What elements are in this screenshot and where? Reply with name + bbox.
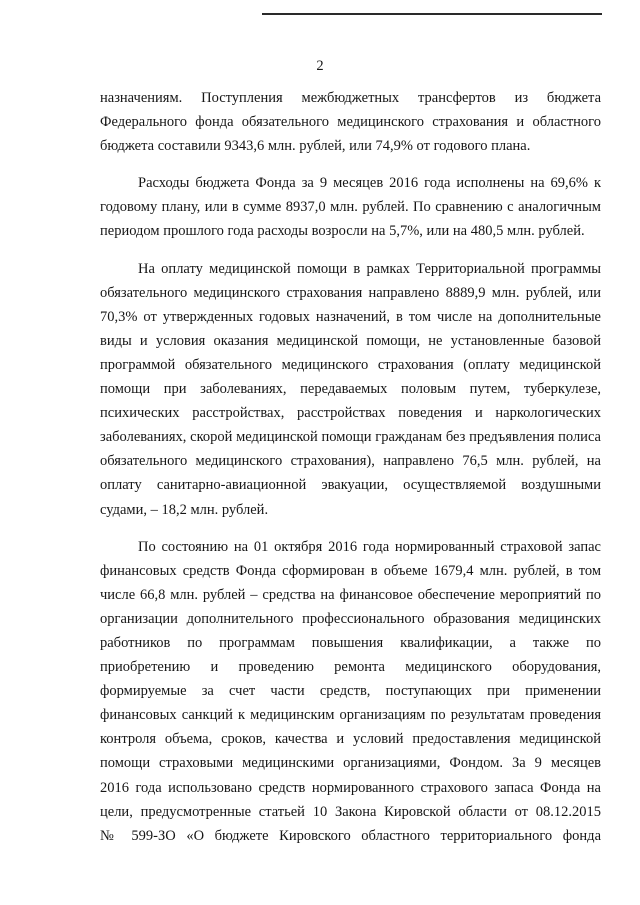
text-line: заболеваниях, скорой медицинской помощи гражданам без предъявления полиса (100, 429, 601, 446)
text-line: цели, предусмотренные статьей 10 Закона Кировской области от 08.12.2015 (100, 803, 601, 820)
text-line: финансовых санкций к медицинским организациям по результатам проведения (100, 707, 601, 724)
text-line: числе 66,8 млн. рублей – средства на финансовое обеспечение мероприятий по (100, 586, 601, 603)
text-line: периодом прошлого года расходы возросли на 5,7%, или на 480,5 млн. рублей. (100, 223, 585, 240)
paragraph (100, 257, 601, 522)
text-line: обязательного медицинского страхования направлено 8889,9 млн. рублей, или (100, 284, 601, 301)
text-line: 2016 года использовано средств нормированного страхового запаса Фонда на (100, 779, 601, 796)
text-line: приобретению и проведению ремонта медицинского оборудования, (100, 659, 601, 676)
text-line: виды и условия оказания медицинской помощи, не установленные базовой (100, 332, 601, 349)
text-line: помощи при заболеваниях, передаваемых половым путем, туберкулезе, (100, 381, 601, 398)
paragraph (100, 171, 601, 243)
text-line: помощи страховыми медицинскими организациями, Фондом. За 9 месяцев (100, 755, 601, 772)
text-line: формируемые за счет части средств, поступающих при применении (100, 683, 601, 700)
page-number: 2 (316, 58, 324, 74)
text-line: обязательного медицинского страхования), направлено 76,5 млн. рублей, на (100, 453, 601, 470)
document-body (100, 86, 601, 848)
text-line: На оплату медицинской помощи в рамках Территориальной программы (138, 260, 601, 277)
text-line: По состоянию на 01 октября 2016 года нормированный страховой запас (138, 538, 601, 555)
text-line: 70,3% от утвержденных годовых назначений, в том числе на дополнительные (100, 308, 601, 325)
text-line: программой обязательного медицинского страхования (оплату медицинской (100, 356, 601, 373)
header-rule (262, 13, 602, 15)
text-line: судами, – 18,2 млн. рублей. (100, 501, 269, 518)
text-line: психических расстройствах, расстройствах поведения и наркологических (100, 405, 601, 422)
text-line: годовому плану, или в сумме 8937,0 млн. рублей. По сравнению с аналогичным (100, 199, 601, 216)
text-line: назначениям. Поступления межбюджетных трансфертов из бюджета (100, 90, 601, 106)
text-line: Расходы бюджета Фонда за 9 месяцев 2016 года исполнены на 69,6% к (138, 175, 601, 192)
text-line: финансовых средств Фонда сформирован в объеме 1679,4 млн. рублей, в том (100, 562, 601, 579)
text-line: Федерального фонда обязательного медицинского страхования и областного (100, 114, 601, 131)
text-line: работников по программам повышения квалификации, а также по (100, 634, 601, 651)
paragraph (100, 535, 601, 848)
text-line: организации дополнительного профессионального образования медицинских (100, 610, 601, 627)
text-line: оплату санитарно-авиационной эвакуации, осуществляемой воздушными (100, 477, 601, 494)
text-line: контроля объема, сроков, качества и условий предоставления медицинской (100, 731, 601, 748)
paragraph (100, 86, 601, 158)
text-line: № 599-ЗО «О бюджете Кировского областного территориального фонда (100, 827, 601, 844)
text-line: бюджета составили 9343,6 млн. рублей, или 74,9% от годового плана. (100, 138, 531, 155)
